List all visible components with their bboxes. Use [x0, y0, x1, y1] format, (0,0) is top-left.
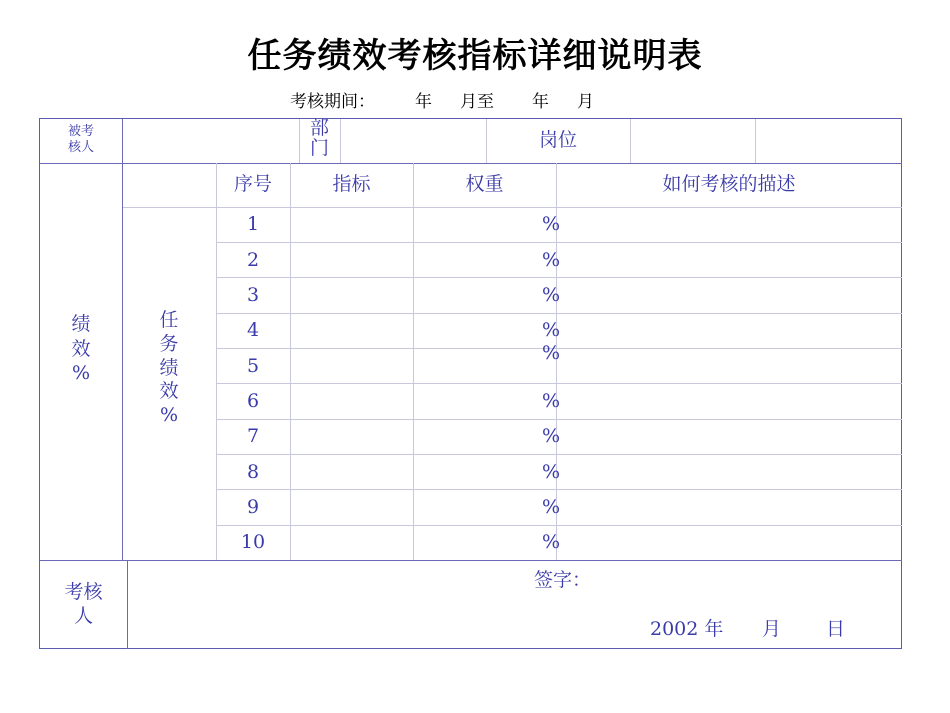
col-divider: [755, 119, 756, 163]
period-label: 考核期间：: [290, 92, 375, 112]
row-divider: [216, 313, 902, 314]
row-weight[interactable]: %: [541, 390, 560, 412]
row-weight[interactable]: %: [541, 284, 560, 306]
row-divider: [216, 277, 902, 278]
position-label: 岗位: [538, 129, 577, 151]
row-weight[interactable]: %: [541, 531, 560, 553]
row-weight[interactable]: %: [541, 425, 560, 447]
col-divider: [413, 163, 414, 560]
row-seq: 7: [246, 425, 260, 447]
period-end-year: 年: [532, 92, 549, 112]
period-start-month: 月至: [460, 92, 494, 112]
row-divider: [216, 489, 902, 490]
row-seq: 10: [240, 531, 266, 553]
col-header-weight: 权重: [465, 173, 504, 195]
row-divider: [216, 242, 902, 243]
assessment-period: [290, 87, 594, 112]
examiner-label: 考核 人: [64, 581, 103, 627]
col-divider: [340, 119, 341, 163]
row-seq: 6: [246, 390, 260, 412]
col-divider: [290, 163, 291, 560]
period-end-month: 月: [577, 92, 594, 112]
row-weight[interactable]: %: [541, 342, 560, 364]
row-weight[interactable]: %: [541, 461, 560, 483]
row-divider: [216, 525, 902, 526]
col-header-seq: 序号: [233, 173, 272, 195]
date-day: 日: [826, 618, 846, 640]
col-header-indicator: 指标: [332, 173, 371, 195]
assessment-form: [39, 118, 902, 649]
row-seq: 3: [246, 284, 260, 306]
date-year: 2002 年: [650, 618, 724, 640]
col-header-description: 如何考核的描述: [662, 173, 796, 195]
row-seq: 2: [246, 249, 260, 271]
row-divider: [216, 419, 902, 420]
row-weight[interactable]: %: [541, 319, 560, 341]
page-title: 任务绩效考核指标详细说明表: [247, 36, 703, 76]
col-divider: [630, 119, 631, 163]
header-divider: [40, 163, 902, 164]
department-label: 部 门: [309, 117, 329, 159]
row-seq: 9: [246, 496, 260, 518]
row-weight[interactable]: %: [541, 249, 560, 271]
column-header-divider: [122, 207, 902, 208]
performance-label: 绩 效 %: [71, 313, 91, 385]
footer-divider: [40, 560, 902, 561]
col-divider: [127, 560, 128, 649]
row-seq: 4: [246, 319, 260, 341]
row-weight[interactable]: %: [541, 213, 560, 235]
row-weight[interactable]: %: [541, 496, 560, 518]
row-divider: [216, 454, 902, 455]
signature-label: 签字：: [534, 569, 592, 591]
task-performance-label: 任 务 绩 效 %: [159, 309, 179, 426]
examinee-label: 被考 核人: [67, 124, 94, 155]
date-month: 月: [762, 618, 782, 640]
period-start-year: 年: [415, 92, 432, 112]
row-seq: 8: [246, 461, 260, 483]
row-seq: 1: [246, 213, 260, 235]
row-seq: 5: [246, 355, 260, 377]
row-divider: [216, 383, 902, 384]
